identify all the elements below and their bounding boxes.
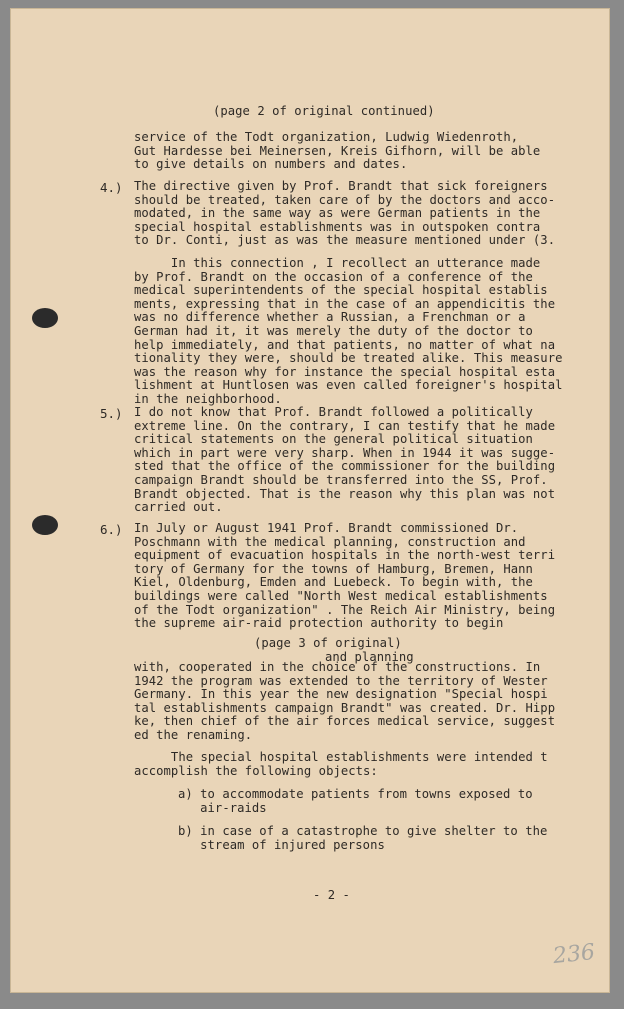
object-b: b) in case of a catastrophe to give shelter to the stream of injured persons <box>178 824 548 852</box>
intro-paragraph: service of the Todt organization, Ludwig Wiedenroth, Gut Hardesse bei Meinersen, Kreis Gifhorn, will be able to give details on numbers and dates. <box>134 130 541 172</box>
item-6-paragraph: In July or August 1941 Prof. Brandt commissioned Dr. Poschmann with the medical planning, construction and equipment of evacuation hospitals in the north-west terri tory of Germany for the towns of Hamburg, Bremen, Hann Kiel, Oldenburg, Emden and Luebeck. To begin with, the buildings were called "North West medical establishments of the Todt organization" . The Reich Air Ministry, being the supreme air-raid protection authority to begin <box>134 521 556 631</box>
item-number: 5.) <box>100 406 123 421</box>
object-a: a) to accommodate patients from towns exposed to air-raids <box>178 787 533 815</box>
item-number: 6.) <box>100 522 123 537</box>
objects-intro: The special hospital establishments were intended t accomplish the following objects: <box>134 750 548 778</box>
item-number: 4.) <box>100 180 123 195</box>
continuation-paragraph: with, cooperated in the choice of the constructions. In 1942 the program was extended to the territory of Wester Germany. In this year the new designation "Special hospi tal establishments campaign Brandt" was created. Dr. Hipp ke, then chief of the air forces medical service, suggest ed the renaming. <box>134 660 556 742</box>
handwritten-note: 236 <box>551 939 597 970</box>
page-marker: (page 3 of original) <box>254 636 402 650</box>
punch-hole <box>32 515 58 535</box>
connection-paragraph: In this connection , I recollect an utterance made by Prof. Brandt on the occasion of a conference of the medical superintendents of the special hospital establis ments, expressing that in the case of an appendicitis the was no difference whether a Russian, a Frenchman or a German had it, it was merely the duty of the doctor to help immediately, and that patients, no matter of what na tionality they were, should be treated alike. This measure was the reason why for instance the special hospital esta lishment at Huntlosen was even called foreigner's hospital in the neighborhood. <box>134 256 563 406</box>
item-5-paragraph: I do not know that Prof. Brandt followed a politically extreme line. On the contrary, I can testify that he made critical statements on the general political situation which in part were very sharp. When in 1944 it was sugge- sted that the office of the commissioner for the building campaign Brandt should be transferred into the SS, Prof. Brandt objected. That is the reason why this plan was not carried out. <box>134 405 556 515</box>
item-4-paragraph: The directive given by Prof. Brandt that sick foreigners should be treated, taken care of by the doctors and acco- modated, in the same way as were German patients in the special hospital establishments was in outspoken contra to Dr. Conti, just as was the measure mentioned under (3. <box>134 179 556 248</box>
page-header: (page 2 of original continued) <box>213 104 435 118</box>
page-number: - 2 - <box>313 888 350 902</box>
handwritten-insert: and planning <box>325 650 414 664</box>
punch-hole <box>32 308 58 328</box>
